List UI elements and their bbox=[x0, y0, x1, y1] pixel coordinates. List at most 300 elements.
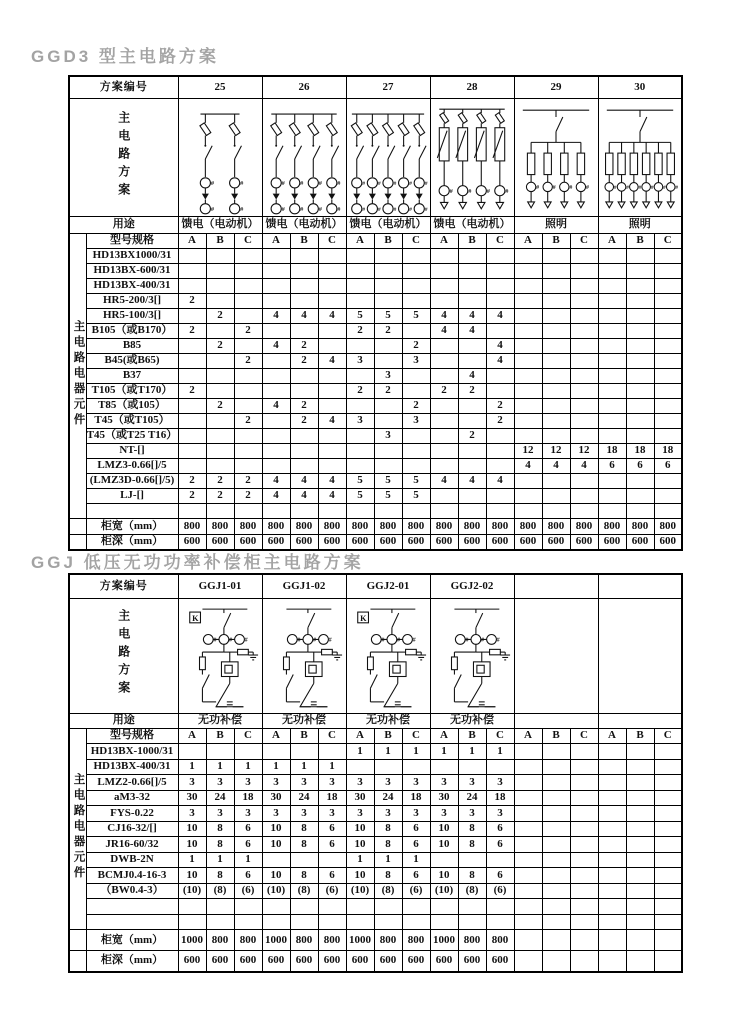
value-cell bbox=[598, 263, 626, 278]
value-cell: 600 bbox=[262, 951, 290, 972]
value-cell: 10 bbox=[178, 837, 206, 853]
value-cell bbox=[542, 473, 570, 488]
value-cell: 2 bbox=[486, 413, 514, 428]
table-row bbox=[69, 852, 682, 868]
row-label: HD13BX-1000/31 bbox=[86, 744, 178, 760]
value-cell: 3 bbox=[374, 775, 402, 791]
table-row bbox=[69, 790, 682, 806]
strip-cell bbox=[69, 951, 86, 972]
value-cell: 1 bbox=[318, 759, 346, 775]
value-cell bbox=[654, 398, 682, 413]
row-label: NT-[] bbox=[86, 443, 178, 458]
value-cell bbox=[458, 353, 486, 368]
value-cell: 8 bbox=[290, 837, 318, 853]
value-cell bbox=[318, 899, 346, 915]
value-cell: 2 bbox=[234, 323, 262, 338]
scheme-header-cell: GGJ1-02 bbox=[262, 574, 346, 598]
value-cell: 800 bbox=[458, 518, 486, 534]
usage-cell bbox=[598, 713, 682, 728]
value-cell: 2 bbox=[206, 398, 234, 413]
diagram-cell bbox=[178, 598, 262, 713]
value-cell: 4 bbox=[458, 308, 486, 323]
value-cell bbox=[290, 458, 318, 473]
value-cell bbox=[598, 868, 626, 884]
value-cell bbox=[262, 744, 290, 760]
value-cell: 1 bbox=[458, 744, 486, 760]
value-cell bbox=[570, 899, 598, 915]
value-cell bbox=[346, 368, 374, 383]
subcol-header-cell: B bbox=[290, 233, 318, 248]
value-cell: 1 bbox=[346, 744, 374, 760]
value-cell bbox=[542, 398, 570, 413]
value-cell: 6 bbox=[234, 821, 262, 837]
cabinet-width-row bbox=[69, 930, 682, 951]
value-cell: 1000 bbox=[262, 930, 290, 951]
value-cell bbox=[290, 263, 318, 278]
value-cell bbox=[654, 951, 682, 972]
vertical-diagram-label: 主电路方案 bbox=[116, 110, 131, 201]
svg-text:#: # bbox=[362, 180, 366, 187]
svg-text:K: K bbox=[360, 613, 367, 623]
value-cell: 1 bbox=[346, 852, 374, 868]
svg-text:#: # bbox=[337, 205, 341, 213]
value-cell: 1 bbox=[486, 744, 514, 760]
subcol-header-cell: A bbox=[346, 728, 374, 744]
value-cell bbox=[626, 914, 654, 930]
svg-text:#: # bbox=[662, 184, 666, 191]
usage-cell: 无功补偿 bbox=[178, 713, 262, 728]
value-cell bbox=[654, 413, 682, 428]
circuit-diagram bbox=[347, 600, 429, 712]
value-cell bbox=[570, 293, 598, 308]
subcol-header-cell: C bbox=[570, 233, 598, 248]
value-cell bbox=[178, 914, 206, 930]
value-cell bbox=[374, 398, 402, 413]
value-cell bbox=[458, 852, 486, 868]
scheme-header-cell: GGJ1-01 bbox=[178, 574, 262, 598]
value-cell bbox=[430, 413, 458, 428]
svg-text:#: # bbox=[318, 179, 322, 187]
value-cell: 3 bbox=[458, 775, 486, 791]
svg-text:#: # bbox=[638, 184, 641, 191]
value-cell bbox=[206, 413, 234, 428]
value-cell: (8) bbox=[458, 883, 486, 899]
value-cell: 3 bbox=[178, 775, 206, 791]
value-cell: 5 bbox=[402, 473, 430, 488]
value-cell bbox=[654, 263, 682, 278]
value-cell bbox=[262, 263, 290, 278]
subcol-header-cell: B bbox=[206, 728, 234, 744]
value-cell bbox=[626, 323, 654, 338]
value-cell bbox=[290, 248, 318, 263]
value-cell bbox=[178, 428, 206, 443]
row-label: T45（或T105） bbox=[86, 413, 178, 428]
value-cell bbox=[458, 248, 486, 263]
value-cell: 600 bbox=[206, 951, 234, 972]
value-cell: 800 bbox=[206, 930, 234, 951]
value-cell: 1 bbox=[206, 759, 234, 775]
value-cell: 2 bbox=[206, 308, 234, 323]
value-cell bbox=[206, 458, 234, 473]
value-cell bbox=[430, 503, 458, 518]
value-cell: 2 bbox=[290, 398, 318, 413]
spec-header-label: 型号规格 bbox=[86, 728, 178, 744]
value-cell: 8 bbox=[374, 821, 402, 837]
value-cell: 2 bbox=[178, 323, 206, 338]
value-cell bbox=[318, 458, 346, 473]
value-cell bbox=[598, 930, 626, 951]
row-label: HR5-100/3[] bbox=[86, 308, 178, 323]
svg-text:#: # bbox=[468, 187, 472, 195]
value-cell bbox=[654, 899, 682, 915]
subcol-header-cell: A bbox=[178, 728, 206, 744]
value-cell bbox=[598, 293, 626, 308]
value-cell bbox=[598, 806, 626, 822]
value-cell bbox=[374, 263, 402, 278]
subcol-header-cell: B bbox=[290, 728, 318, 744]
svg-text:#: # bbox=[381, 637, 385, 644]
diagram-cell bbox=[514, 598, 598, 713]
value-cell: 6 bbox=[626, 458, 654, 473]
value-cell bbox=[262, 852, 290, 868]
vertical-component-label: 主电路电器元件 bbox=[72, 319, 85, 429]
value-cell bbox=[514, 293, 542, 308]
value-cell: 1 bbox=[178, 852, 206, 868]
value-cell: 2 bbox=[234, 488, 262, 503]
value-cell: 10 bbox=[262, 821, 290, 837]
value-cell bbox=[542, 899, 570, 915]
value-cell bbox=[374, 278, 402, 293]
value-cell bbox=[514, 914, 542, 930]
value-cell: 8 bbox=[374, 837, 402, 853]
subcol-header-cell: B bbox=[542, 233, 570, 248]
value-cell: 4 bbox=[430, 323, 458, 338]
value-cell bbox=[318, 914, 346, 930]
value-cell: 1 bbox=[234, 852, 262, 868]
value-cell bbox=[318, 278, 346, 293]
value-cell bbox=[262, 914, 290, 930]
ggj-scheme-table bbox=[68, 573, 683, 973]
value-cell bbox=[374, 899, 402, 915]
subcol-header-cell: C bbox=[234, 728, 262, 744]
value-cell: 8 bbox=[458, 868, 486, 884]
value-cell: 8 bbox=[374, 868, 402, 884]
table-row bbox=[69, 759, 682, 775]
value-cell bbox=[626, 353, 654, 368]
value-cell: 30 bbox=[346, 790, 374, 806]
value-cell: 1 bbox=[430, 744, 458, 760]
value-cell: 3 bbox=[262, 806, 290, 822]
value-cell bbox=[570, 428, 598, 443]
value-cell bbox=[598, 383, 626, 398]
value-cell bbox=[654, 744, 682, 760]
value-cell: 3 bbox=[234, 806, 262, 822]
value-cell bbox=[178, 398, 206, 413]
subcol-header-cell: A bbox=[430, 728, 458, 744]
value-cell bbox=[514, 278, 542, 293]
value-cell bbox=[598, 368, 626, 383]
value-cell: 3 bbox=[458, 806, 486, 822]
subcol-header-cell: A bbox=[346, 233, 374, 248]
svg-text:#: # bbox=[409, 180, 412, 187]
value-cell bbox=[234, 458, 262, 473]
value-cell: 4 bbox=[290, 473, 318, 488]
table-row bbox=[69, 883, 682, 899]
value-cell bbox=[262, 428, 290, 443]
value-cell bbox=[514, 383, 542, 398]
value-cell bbox=[626, 248, 654, 263]
value-cell: 600 bbox=[402, 534, 430, 550]
value-cell bbox=[598, 353, 626, 368]
value-cell bbox=[626, 868, 654, 884]
value-cell bbox=[458, 458, 486, 473]
value-cell bbox=[542, 293, 570, 308]
svg-text:#: # bbox=[569, 184, 573, 191]
value-cell bbox=[542, 744, 570, 760]
value-cell bbox=[626, 852, 654, 868]
value-cell: 8 bbox=[206, 868, 234, 884]
value-cell: 600 bbox=[542, 534, 570, 550]
cabinet-depth-label: 柜深（mm） bbox=[86, 951, 178, 972]
value-cell bbox=[346, 338, 374, 353]
value-cell: 8 bbox=[458, 821, 486, 837]
value-cell bbox=[570, 323, 598, 338]
subcol-header-cell: B bbox=[626, 233, 654, 248]
value-cell bbox=[234, 744, 262, 760]
value-cell: 6 bbox=[402, 868, 430, 884]
value-cell bbox=[346, 278, 374, 293]
strip-cell bbox=[69, 930, 86, 951]
circuit-diagram bbox=[431, 600, 513, 712]
diagram-cell bbox=[514, 98, 598, 216]
value-cell bbox=[542, 775, 570, 791]
value-cell: 600 bbox=[374, 534, 402, 550]
value-cell: 800 bbox=[262, 518, 290, 534]
value-cell: 3 bbox=[346, 353, 374, 368]
scheme-header-cell: GGJ2-02 bbox=[430, 574, 514, 598]
value-cell: 3 bbox=[486, 806, 514, 822]
value-cell bbox=[262, 353, 290, 368]
value-cell: 30 bbox=[262, 790, 290, 806]
value-cell bbox=[290, 428, 318, 443]
row-label: LMZ2-0.66[]/5 bbox=[86, 775, 178, 791]
usage-cell: 无功补偿 bbox=[346, 713, 430, 728]
value-cell bbox=[570, 368, 598, 383]
value-cell: (6) bbox=[318, 883, 346, 899]
value-cell bbox=[598, 278, 626, 293]
cabinet-width-row bbox=[69, 518, 682, 534]
value-cell: 4 bbox=[486, 308, 514, 323]
value-cell bbox=[514, 883, 542, 899]
value-cell bbox=[654, 837, 682, 853]
value-cell bbox=[654, 503, 682, 518]
value-cell bbox=[570, 821, 598, 837]
row-label: HD13BX1000/31 bbox=[86, 248, 178, 263]
value-cell bbox=[178, 263, 206, 278]
value-cell: 600 bbox=[430, 951, 458, 972]
value-cell bbox=[430, 852, 458, 868]
value-cell: 4 bbox=[458, 323, 486, 338]
value-cell bbox=[374, 353, 402, 368]
value-cell: 600 bbox=[430, 534, 458, 550]
value-cell bbox=[542, 930, 570, 951]
value-cell: (6) bbox=[486, 883, 514, 899]
svg-text:#: # bbox=[318, 205, 322, 213]
value-cell: 6 bbox=[486, 821, 514, 837]
value-cell bbox=[626, 821, 654, 837]
value-cell bbox=[318, 744, 346, 760]
row-label bbox=[86, 914, 178, 930]
value-cell bbox=[402, 759, 430, 775]
value-cell bbox=[346, 248, 374, 263]
value-cell bbox=[486, 293, 514, 308]
table-row bbox=[69, 821, 682, 837]
value-cell bbox=[514, 951, 542, 972]
value-cell: 2 bbox=[234, 413, 262, 428]
svg-text:#: # bbox=[412, 637, 416, 644]
table-row bbox=[69, 368, 682, 383]
value-cell bbox=[262, 248, 290, 263]
circuit-diagram bbox=[263, 600, 345, 712]
table-row bbox=[69, 458, 682, 473]
value-cell: 600 bbox=[262, 534, 290, 550]
value-cell bbox=[654, 323, 682, 338]
value-cell bbox=[346, 458, 374, 473]
value-cell bbox=[486, 323, 514, 338]
value-cell bbox=[430, 759, 458, 775]
value-cell bbox=[178, 458, 206, 473]
value-cell bbox=[626, 883, 654, 899]
value-cell: 5 bbox=[346, 488, 374, 503]
row-label bbox=[86, 503, 178, 518]
value-cell bbox=[178, 338, 206, 353]
subcol-header-cell: C bbox=[654, 233, 682, 248]
value-cell bbox=[654, 868, 682, 884]
value-cell bbox=[234, 383, 262, 398]
value-cell bbox=[598, 759, 626, 775]
value-cell: 3 bbox=[402, 413, 430, 428]
value-cell: 800 bbox=[346, 518, 374, 534]
value-cell bbox=[346, 428, 374, 443]
value-cell bbox=[262, 899, 290, 915]
row-label: B85 bbox=[86, 338, 178, 353]
value-cell bbox=[570, 806, 598, 822]
value-cell bbox=[458, 278, 486, 293]
value-cell: 24 bbox=[458, 790, 486, 806]
value-cell: 2 bbox=[290, 413, 318, 428]
value-cell bbox=[514, 930, 542, 951]
value-cell bbox=[290, 323, 318, 338]
cabinet-depth-row bbox=[69, 951, 682, 972]
table-row bbox=[69, 443, 682, 458]
value-cell bbox=[514, 868, 542, 884]
value-cell: 2 bbox=[374, 323, 402, 338]
value-cell bbox=[430, 914, 458, 930]
value-cell bbox=[206, 263, 234, 278]
value-cell: 8 bbox=[290, 821, 318, 837]
circuit-diagram bbox=[179, 600, 261, 712]
value-cell bbox=[374, 458, 402, 473]
value-cell bbox=[318, 368, 346, 383]
subcol-header-cell: C bbox=[318, 728, 346, 744]
subcol-header-cell: B bbox=[206, 233, 234, 248]
value-cell bbox=[262, 323, 290, 338]
value-cell bbox=[598, 248, 626, 263]
value-cell bbox=[626, 775, 654, 791]
value-cell bbox=[514, 353, 542, 368]
value-cell: (8) bbox=[374, 883, 402, 899]
value-cell bbox=[234, 899, 262, 915]
value-cell bbox=[598, 883, 626, 899]
svg-text:#: # bbox=[229, 637, 233, 644]
svg-text:#: # bbox=[210, 179, 214, 187]
value-cell bbox=[626, 744, 654, 760]
value-cell: 4 bbox=[514, 458, 542, 473]
value-cell bbox=[598, 899, 626, 915]
table-row bbox=[69, 293, 682, 308]
value-cell bbox=[178, 248, 206, 263]
subcol-header-cell: A bbox=[598, 233, 626, 248]
value-cell: 4 bbox=[262, 398, 290, 413]
value-cell: 24 bbox=[374, 790, 402, 806]
value-cell bbox=[374, 413, 402, 428]
value-cell: 600 bbox=[514, 534, 542, 550]
table-row bbox=[69, 899, 682, 915]
value-cell bbox=[654, 338, 682, 353]
value-cell bbox=[514, 806, 542, 822]
value-cell: 4 bbox=[262, 473, 290, 488]
value-cell bbox=[374, 443, 402, 458]
value-cell bbox=[542, 852, 570, 868]
value-cell: 800 bbox=[458, 930, 486, 951]
value-cell: 3 bbox=[206, 775, 234, 791]
value-cell bbox=[598, 775, 626, 791]
value-cell bbox=[290, 503, 318, 518]
usage-cell: 馈电（电动机） bbox=[262, 216, 346, 233]
scheme-header-cell: GGJ2-01 bbox=[346, 574, 430, 598]
value-cell bbox=[654, 488, 682, 503]
svg-text:#: # bbox=[465, 637, 469, 644]
value-cell: 12 bbox=[542, 443, 570, 458]
svg-text:#: # bbox=[393, 206, 397, 213]
value-cell bbox=[262, 368, 290, 383]
cabinet-width-label: 柜宽（mm） bbox=[86, 518, 178, 534]
value-cell bbox=[430, 263, 458, 278]
value-cell bbox=[514, 473, 542, 488]
value-cell: 6 bbox=[318, 837, 346, 853]
value-cell: 600 bbox=[318, 951, 346, 972]
row-label: T85（或105） bbox=[86, 398, 178, 413]
value-cell bbox=[234, 398, 262, 413]
circuit-diagram bbox=[179, 100, 261, 215]
value-cell: 2 bbox=[346, 323, 374, 338]
value-cell: 2 bbox=[290, 338, 318, 353]
value-cell bbox=[178, 353, 206, 368]
value-cell bbox=[206, 323, 234, 338]
value-cell: 3 bbox=[346, 806, 374, 822]
value-cell bbox=[458, 488, 486, 503]
value-cell bbox=[570, 308, 598, 323]
subcol-header-cell: A bbox=[262, 233, 290, 248]
value-cell bbox=[514, 308, 542, 323]
value-cell: 4 bbox=[290, 488, 318, 503]
cabinet-depth-label: 柜深（mm） bbox=[86, 534, 178, 550]
value-cell bbox=[514, 428, 542, 443]
table-row bbox=[69, 488, 682, 503]
value-cell bbox=[598, 428, 626, 443]
value-cell bbox=[290, 744, 318, 760]
value-cell bbox=[542, 413, 570, 428]
